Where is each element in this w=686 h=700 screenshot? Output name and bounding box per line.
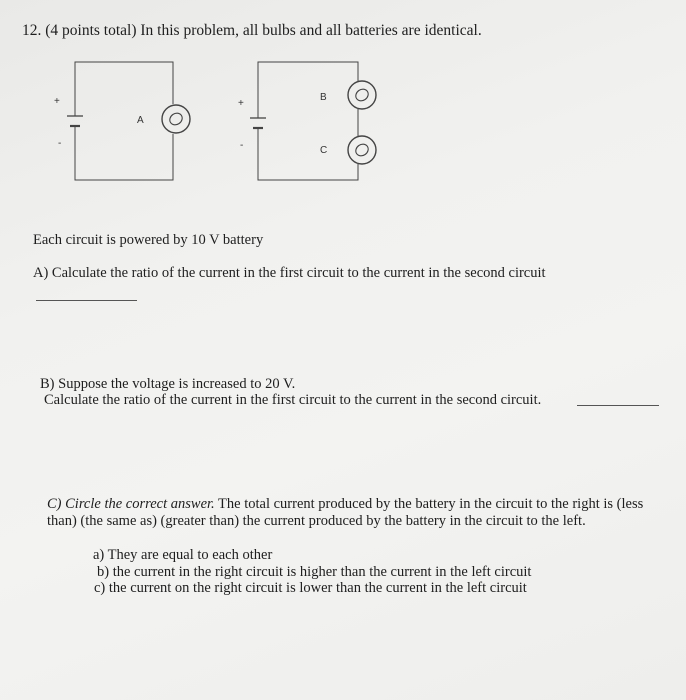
part-c-statement: The total current produced by the battery in the circuit to the right is (less xyxy=(214,496,644,512)
left-battery-plus: + xyxy=(54,96,60,107)
right-battery-plus: + xyxy=(238,98,244,109)
part-b-text-line2: Calculate the ratio of the current in the first circuit to the current in the second circuit. xyxy=(44,392,542,408)
left-battery-minus: - xyxy=(58,138,62,149)
bulb-a xyxy=(162,105,190,133)
left-circuit xyxy=(67,62,190,180)
option-b[interactable]: b) the current in the right circuit is higher than the current in the left circuit xyxy=(97,564,532,580)
bulb-a-label: A xyxy=(137,115,144,126)
bulb-b-label: B xyxy=(320,92,327,103)
part-a-answer-blank[interactable] xyxy=(36,300,137,301)
part-b-answer-blank[interactable] xyxy=(577,405,659,406)
intro-text: Each circuit is powered by 10 V battery xyxy=(33,232,264,248)
part-c-text-line1 xyxy=(47,496,643,513)
part-b-text-line1: B) Suppose the voltage is increased to 20 V. xyxy=(40,376,296,392)
option-c[interactable]: c) the current on the right circuit is lower than the current in the left circuit xyxy=(94,580,527,596)
part-a-text: A) Calculate the ratio of the current in the first circuit to the current in the second circuit xyxy=(33,265,546,281)
bulb-c xyxy=(348,136,376,164)
circuit-diagrams xyxy=(0,0,686,230)
part-c-text-line2: than) (the same as) (greater than) the current produced by the battery in the circuit to the left. xyxy=(47,513,586,529)
bulb-b xyxy=(348,81,376,109)
bulb-c-label: C xyxy=(320,145,328,156)
right-circuit xyxy=(250,62,376,180)
option-a[interactable]: a) They are equal to each other xyxy=(93,547,273,563)
right-battery-minus: - xyxy=(240,140,244,151)
question-header: 12. (4 points total) In this problem, all bulbs and all batteries are identical. xyxy=(22,22,482,39)
part-c-instruction: C) Circle the correct answer. xyxy=(47,496,215,512)
